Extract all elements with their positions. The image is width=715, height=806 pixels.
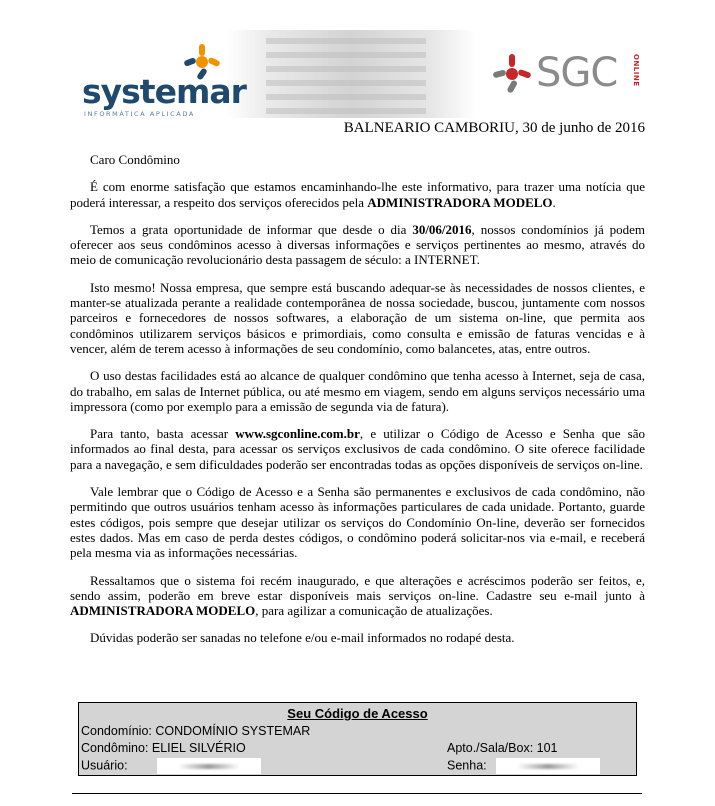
sgc-wordmark: SGC (536, 50, 618, 96)
senha-label: Senha: (447, 758, 487, 773)
systemar-wordmark: systemar (82, 72, 246, 111)
condominio-row (81, 724, 310, 738)
greeting: Caro Condômino (90, 152, 180, 167)
condomino-row (81, 741, 246, 755)
letter-body (70, 152, 645, 658)
usuario-redacted (157, 758, 261, 774)
paragraph-2: Temos a grata oportunidade de informar que desde o dia 30/06/2016, nossos condomínios já podem oferecer aos seus condôminos acesso à diversas informações e serviços pertinentes ao mesmo, através do meio de comunicação revolucionário desta passagem de século: a INTERNET. (70, 221, 645, 268)
paragraph-5: Para tanto, basta acessar www.sgconline.com.br, e utilizar o Código de Acesso e Senha que são informados ao final desta, para acessar os serviços exclusivos de cada condômino. O site oferece facilidade para a navegação, e sem dificuldades poderão ser encontradas todas as opções disponíveis de serviços on-line. (70, 426, 646, 472)
apto-label: Apto./Sala/Box: (447, 741, 534, 755)
senha-row (447, 758, 600, 774)
paragraph-1: É com enorme satisfação que estamos encaminhando-lhe este informativo, para trazer uma notícia que poderá interessar, a respeito dos serviços oferecidos pela ADMINISTRADORA MODELO. (70, 179, 645, 210)
sgc-mark-icon (490, 52, 534, 96)
paragraph-4: O uso destas facilidades está ao alcance de qualquer condômino que tenha acesso à Internet, seja de casa, do trabalho, em salas de Internet pública, ou até mesmo em viagem, sendo em alguns serviços necessário uma impressora (como por exemplo para a emissão de segunda via de fatura). (70, 368, 645, 414)
systemar-tagline: INFORMÁTICA APLICADA (84, 110, 195, 118)
access-code-title: Seu Código de Acesso (287, 706, 428, 721)
systemar-logo (82, 42, 246, 118)
apto-row (447, 741, 558, 755)
footer-divider (72, 793, 642, 794)
paragraph-6: Vale lembrar que o Código de Acesso e a Senha são permanentes e exclusivos de cada condômino, não permitindo que outros usuários tenham acesso às informações particulares de cada unidade. Portanto, guarde estes códigos, pois sempre que desejar utilizar os serviços do Condomínio On-line, deverão ser fornecidos estes dados. Mas em caso de perda destes códigos, o condômino poderá solicitar-nos via e-mail, e receberá pela mesma via as informações necessárias. (70, 484, 645, 561)
paragraph-3: Isto mesmo! Nossa empresa, que sempre está buscando adequar-se às necessidades de nossos clientes, e manter-se atualizada perante a realidade contemporânea de nossa sociedade, buscou, juntamente com nossos parceiros e fornecedores de nossos softwares, a elaboração de um sistema on-line, que permita aos condôminos utilizarem serviços básicos e primordiais, como consulta e emissão de faturas vencidas e à vencer, além de terem acesso à informações de seu condomínio, como balancetes, atas, entre outros. (70, 279, 645, 356)
server-rack-photo (226, 30, 476, 118)
company-name: ADMINISTRADORA MODELO (70, 603, 256, 619)
website-url: www.sgconline.com.br (235, 426, 360, 442)
condomino-label: Condômino: (81, 741, 149, 755)
access-code-box (78, 702, 637, 776)
condomino-value: ELIEL SILVÉRIO (151, 741, 246, 755)
condominio-value: CONDOMÍNIO SYSTEMAR (155, 724, 311, 738)
company-name: ADMINISTRADORA MODELO (367, 194, 553, 210)
paragraph-7: Ressaltamos que o sistema foi recém inaugurado, e que alterações e acréscimos poderão ser feitos, e, sendo assim, poderão em breve estar disponíveis mais serviços on-line. Cadastre seu e-mail junto à ADMINISTRADORA MODELO, para agilizar a comunicação de atualizações. (70, 572, 645, 619)
letterhead-banner (70, 30, 648, 118)
sgc-online-logo (480, 48, 650, 108)
usuario-row (81, 758, 261, 774)
senha-redacted (496, 758, 600, 774)
paragraph-8: Dúvidas poderão ser sanadas no telefone e/ou e-mail informados no rodapé desta. (90, 630, 515, 646)
letter-date: BALNEARIO CAMBORIU, 30 de junho de 2016 (343, 120, 645, 136)
launch-date: 30/06/2016 (412, 221, 472, 237)
usuario-label: Usuário: (81, 758, 128, 773)
apto-value: 101 (536, 741, 558, 755)
sgc-online-label: ONLINE (632, 54, 640, 87)
condominio-label: Condomínio: (81, 724, 152, 738)
